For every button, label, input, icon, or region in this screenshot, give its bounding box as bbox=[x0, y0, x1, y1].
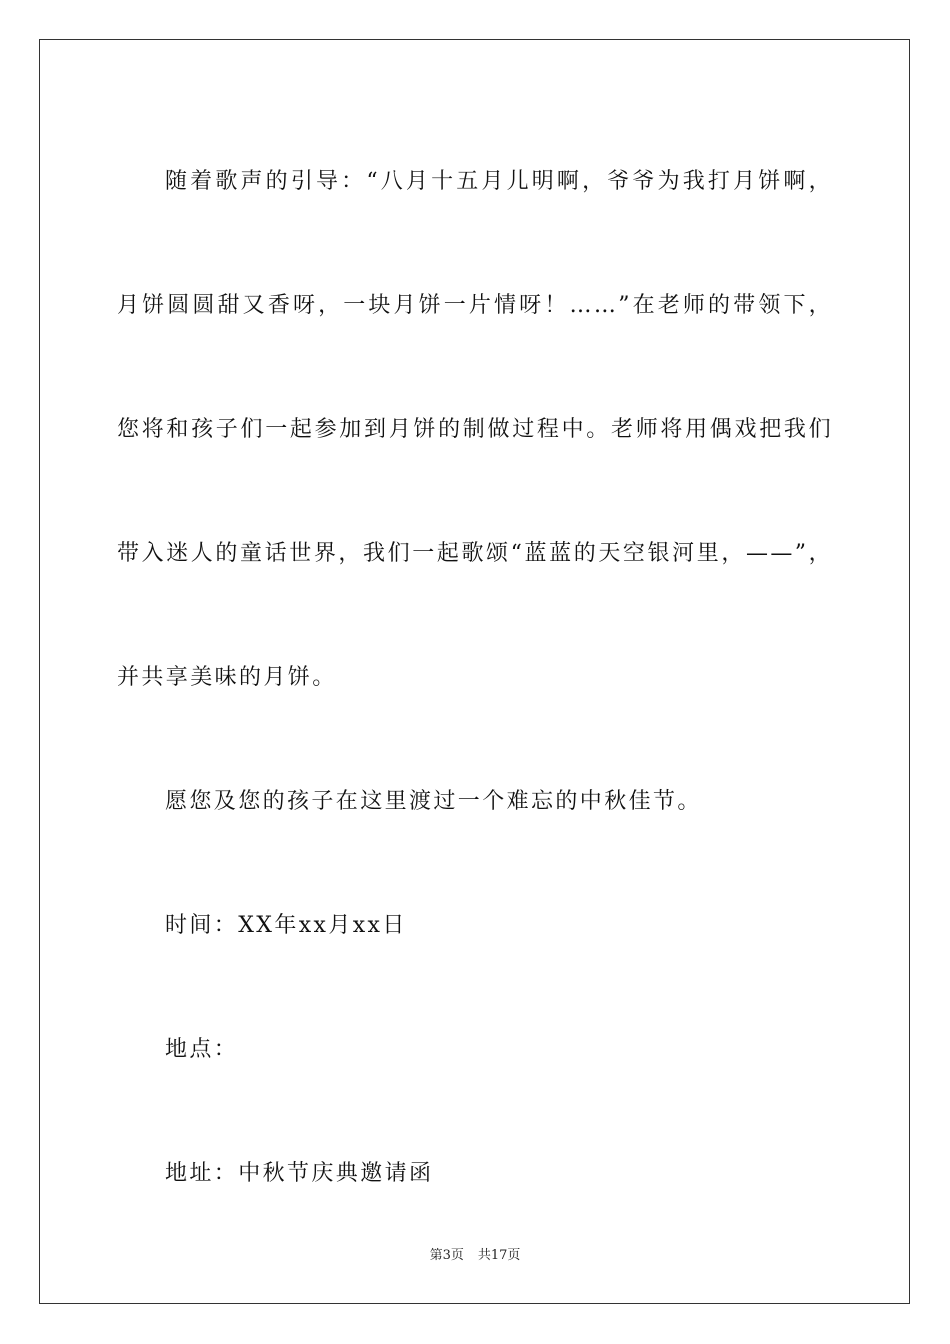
page-footer bbox=[0, 1247, 950, 1265]
paragraph-address: 地址：中秋节庆典邀请函 bbox=[165, 1161, 434, 1186]
page-total: 共17页 bbox=[477, 1248, 521, 1263]
paragraph-place: 地点： bbox=[165, 1037, 239, 1062]
document-body bbox=[117, 120, 833, 1236]
paragraph-wish: 愿您及您的孩子在这里渡过一个难忘的中秋佳节。 bbox=[165, 789, 702, 814]
page-number: 第3页 bbox=[429, 1248, 464, 1263]
paragraph-time: 时间：XX年xx月xx日 bbox=[165, 913, 407, 938]
paragraph-song-intro: 随着歌声的引导：“八月十五月儿明啊，爷爷为我打月饼啊，月饼圆圆甜又香呀，一块月饼一片情呀！……”在老师的带领下，您将和孩子们一起参加到月饼的制做过程中。老师将用偶戏把我们带入迷人的童话世界，我们一起歌颂“蓝蓝的天空银河里，——”，并共享美味的月饼。 bbox=[117, 169, 833, 690]
